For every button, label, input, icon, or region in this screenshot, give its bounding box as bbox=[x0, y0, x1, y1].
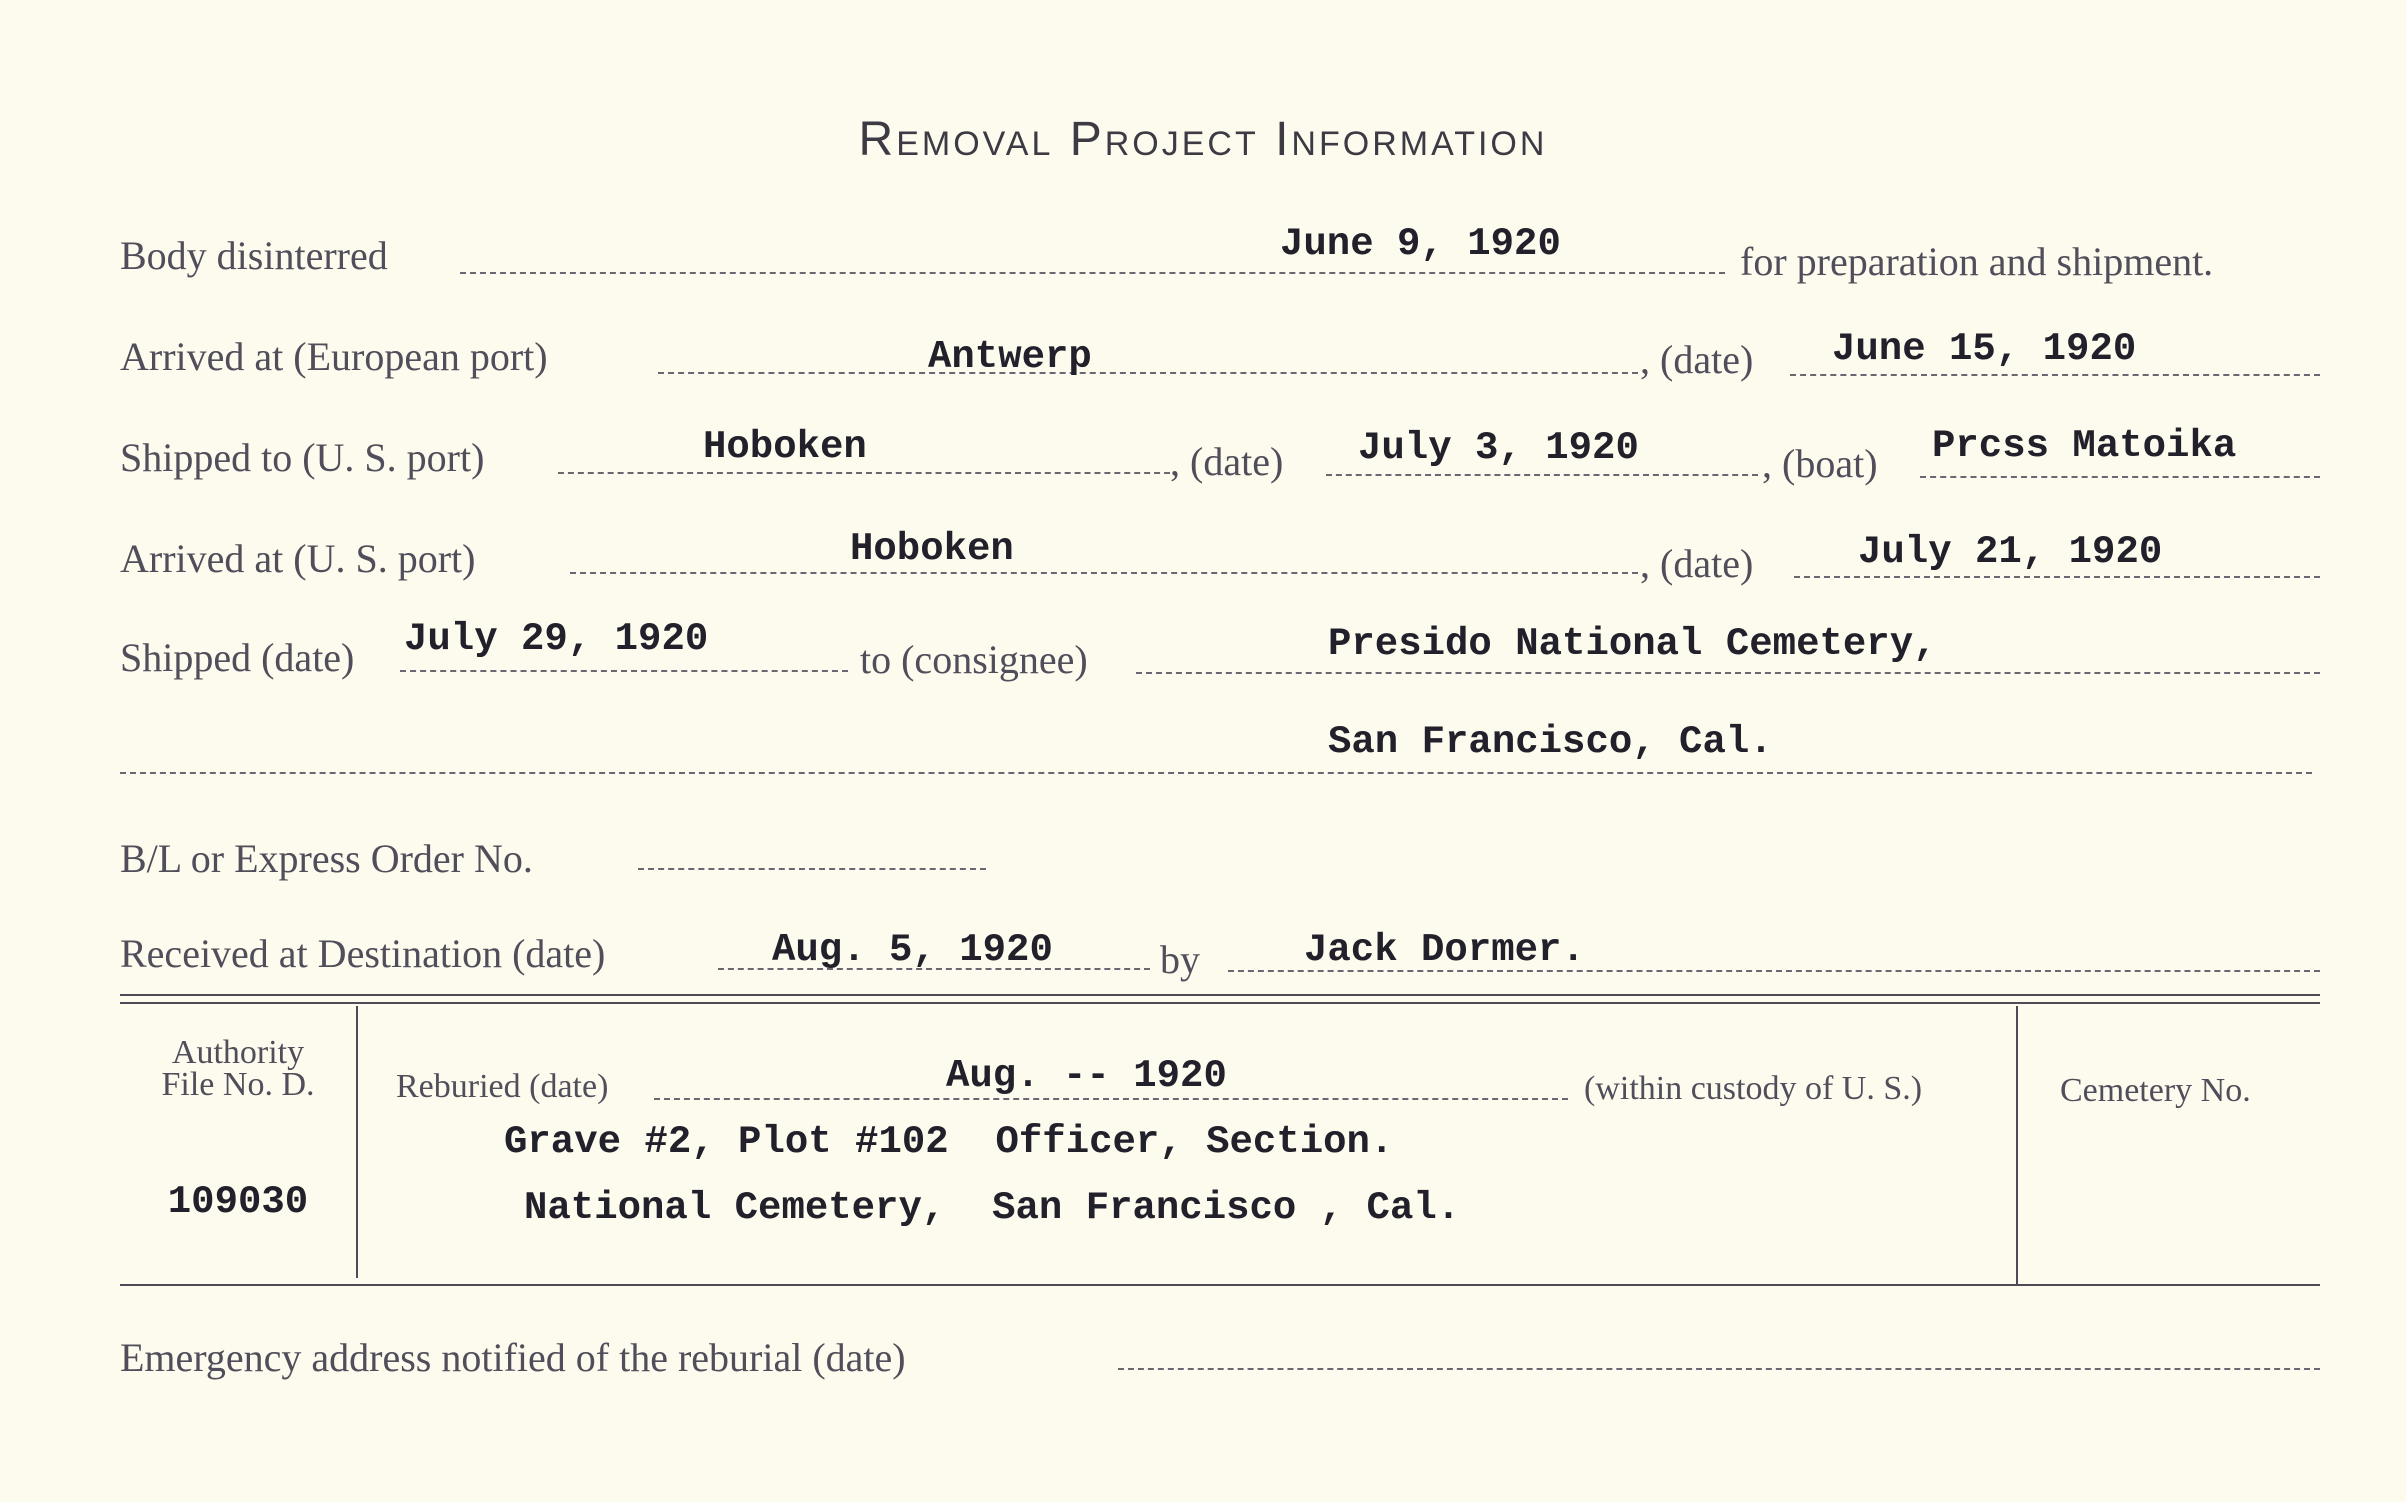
arrived-us-label: Arrived at (U. S. port) bbox=[120, 536, 476, 581]
authority-file-label: File No. D. bbox=[161, 1066, 315, 1103]
shipped-date: July 29, 1920 bbox=[404, 617, 709, 661]
body-disinterred-date: June 9, 1920 bbox=[1280, 222, 1561, 266]
shipped-date-line bbox=[400, 670, 848, 672]
body-disinterred-label: Body disinterred bbox=[120, 233, 388, 278]
shipped-us-label: Shipped to (U. S. port) bbox=[120, 435, 485, 480]
arrived-us-date-line bbox=[1794, 576, 2320, 578]
arrived-european-port-line bbox=[658, 372, 1638, 374]
shipped-us-date-label: , (date) bbox=[1170, 439, 1284, 484]
shipped-us-boat-line bbox=[1920, 476, 2320, 478]
received-by-label: by bbox=[1160, 937, 1200, 982]
shipped-us-date-line bbox=[1326, 474, 1758, 476]
reburial-cemetery-line: National Cemetery, San Francisco , Cal. bbox=[524, 1186, 1461, 1230]
body-disinterred-line bbox=[460, 272, 1725, 274]
custody-note: (within custody of U. S.) bbox=[1584, 1070, 1923, 1107]
consignee-line-1 bbox=[1136, 672, 2320, 674]
reburied-label: Reburied (date) bbox=[396, 1068, 609, 1105]
received-label: Received at Destination (date) bbox=[120, 931, 606, 976]
bl-order-label: B/L or Express Order No. bbox=[120, 836, 533, 881]
consignee-line1: Presido National Cemetery, bbox=[1328, 622, 1937, 666]
divider-bottom bbox=[120, 1284, 2320, 1286]
received-date: Aug. 5, 1920 bbox=[772, 928, 1053, 972]
consignee-line-2 bbox=[120, 772, 2312, 774]
consignee-line2: San Francisco, Cal. bbox=[1328, 720, 1773, 764]
received-by: Jack Dormer. bbox=[1304, 928, 1585, 972]
arrived-european-port: Antwerp bbox=[928, 335, 1092, 379]
shipped-us-port-line bbox=[558, 472, 1170, 474]
arrived-european-label: Arrived at (European port) bbox=[120, 334, 548, 379]
arrived-us-port: Hoboken bbox=[850, 527, 1014, 571]
form-title: Removal Project Information bbox=[858, 113, 1548, 166]
consignee-label: to (consignee) bbox=[860, 637, 1088, 682]
arrived-us-date: July 21, 1920 bbox=[1858, 530, 2163, 574]
shipped-us-boat-label: , (boat) bbox=[1762, 441, 1878, 486]
arrived-european-date-line bbox=[1790, 374, 2320, 376]
bl-order-line bbox=[638, 868, 986, 870]
reburied-date-line bbox=[654, 1098, 1568, 1100]
shipped-us-boat: Prcss Matoika bbox=[1932, 424, 2237, 468]
divider-top-1 bbox=[120, 994, 2320, 996]
cemetery-no-label: Cemetery No. bbox=[2060, 1072, 2251, 1109]
arrived-european-date-label: , (date) bbox=[1640, 337, 1754, 382]
body-disinterred-suffix: for preparation and shipment. bbox=[1740, 239, 2214, 284]
arrived-european-date: June 15, 1920 bbox=[1832, 327, 2137, 371]
arrived-us-date-label: , (date) bbox=[1640, 541, 1754, 586]
authority-label: Authority bbox=[171, 1034, 305, 1071]
reburial-grave-line: Grave #2, Plot #102 Officer, Section. bbox=[504, 1120, 1394, 1164]
emergency-line bbox=[1118, 1368, 2320, 1370]
divider-left bbox=[356, 1006, 358, 1278]
shipped-us-port: Hoboken bbox=[703, 425, 867, 469]
reburied-date: Aug. -- 1920 bbox=[946, 1054, 1227, 1098]
arrived-us-port-line bbox=[570, 572, 1638, 574]
shipped-us-date: July 3, 1920 bbox=[1358, 426, 1639, 470]
shipped-date-label: Shipped (date) bbox=[120, 635, 355, 680]
divider-top-2 bbox=[120, 1002, 2320, 1004]
emergency-label: Emergency address notified of the reburial (date) bbox=[120, 1335, 906, 1380]
authority-file-number: 109030 bbox=[167, 1180, 309, 1224]
divider-right bbox=[2016, 1006, 2018, 1284]
